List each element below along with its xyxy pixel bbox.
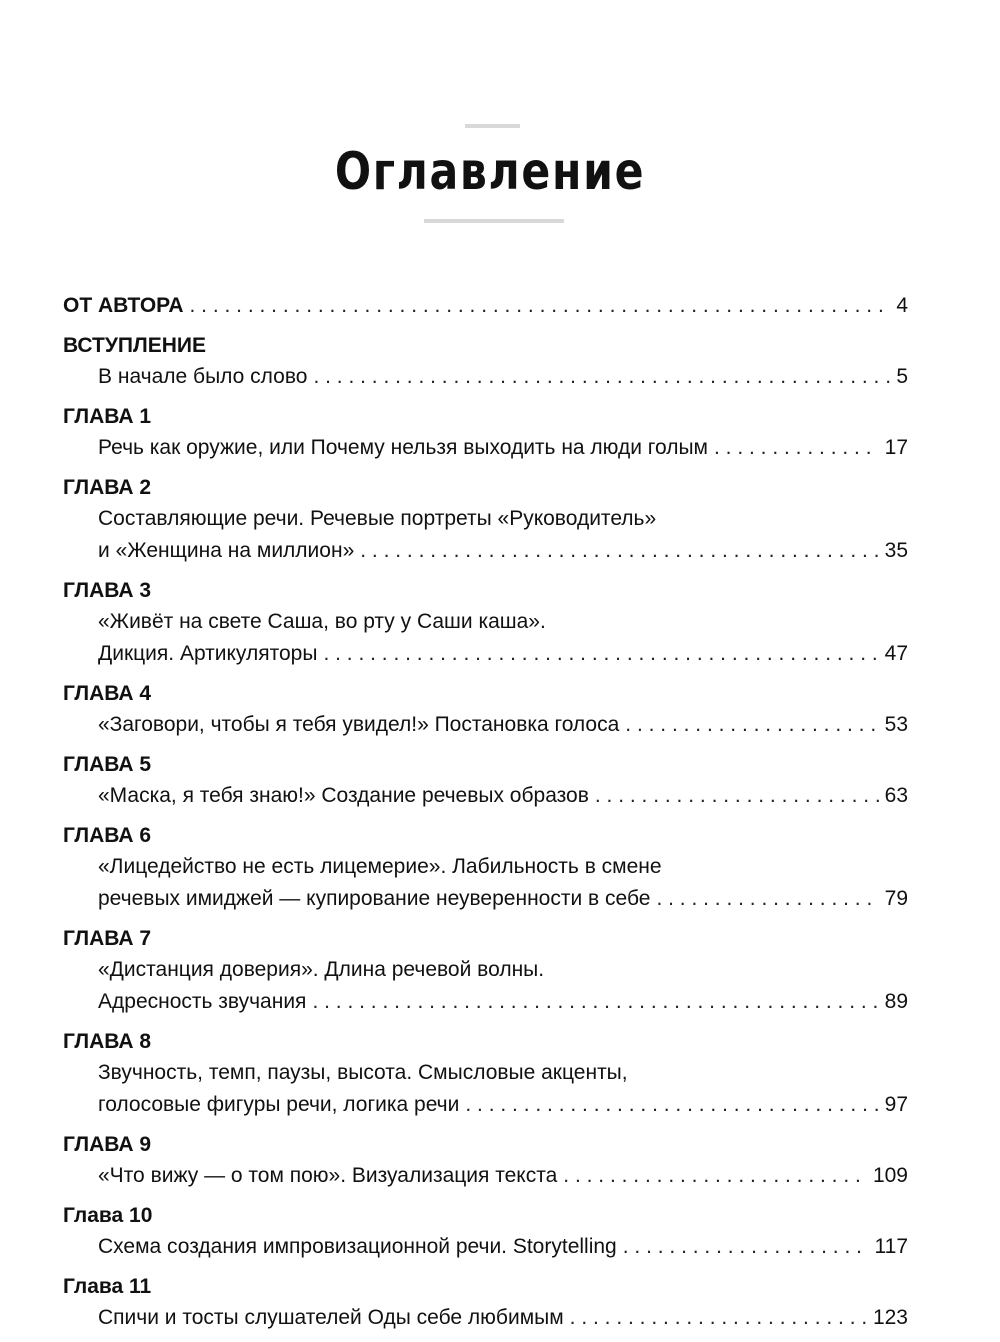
page-number: 17 [884, 436, 908, 459]
page-number: 4 [896, 294, 908, 317]
toc-entry-label: ОТ АВТОРА [63, 294, 184, 317]
toc-line [63, 1160, 908, 1192]
toc-line [63, 709, 908, 741]
section-heading: ВСТУПЛЕНИЕ [63, 334, 207, 357]
leader-dots [313, 361, 890, 393]
toc-entry-text: «Заговори, чтобы я тебя увидел!» Постановка голоса [98, 713, 620, 736]
table-of-contents [63, 290, 908, 1342]
toc-entry-text: «Лицедейство не есть лицемерие». Лабильность в смене [98, 855, 662, 878]
chapter-heading: ГЛАВА 6 [63, 824, 152, 847]
chapter-heading: ГЛАВА 4 [63, 682, 152, 705]
toc-entry-chapter-10 [63, 1200, 908, 1263]
page-number: 47 [884, 642, 908, 665]
toc-entry-chapter-11 [63, 1271, 908, 1334]
page-title: Оглавление [334, 142, 646, 202]
toc-line-first [63, 503, 908, 535]
chapter-heading: ГЛАВА 1 [63, 405, 152, 428]
leader-dots [625, 709, 878, 741]
toc-entry-text: Адресность звучания [98, 990, 307, 1013]
toc-line [63, 638, 908, 670]
page-number: 63 [884, 784, 908, 807]
page-number: 117 [874, 1235, 908, 1258]
toc-entry-chapter-2 [63, 472, 908, 567]
toc-line [63, 535, 908, 567]
leader-dots [656, 883, 878, 915]
toc-entry-text: Спичи и тосты слушателей Оды себе любимым [98, 1306, 564, 1329]
page-number: 97 [884, 1093, 908, 1116]
toc-entry-text: и «Женщина на миллион» [98, 539, 355, 562]
toc-entry-text: Составляющие речи. Речевые портреты «Руководитель» [98, 507, 657, 530]
page-number: 123 [872, 1306, 908, 1329]
page-number: 35 [884, 539, 908, 562]
toc-entry-text: Дикция. Артикуляторы [98, 642, 318, 665]
page-number: 89 [884, 990, 908, 1013]
toc-line [63, 883, 908, 915]
leader-dots [190, 290, 891, 322]
chapter-heading: Глава 10 [63, 1204, 153, 1227]
toc-line-first [63, 606, 908, 638]
toc-line [63, 1302, 908, 1334]
toc-entry-chapter-4 [63, 678, 908, 741]
chapter-heading: ГЛАВА 3 [63, 579, 152, 602]
chapter-heading: ГЛАВА 9 [63, 1133, 152, 1156]
toc-line-first [63, 954, 908, 986]
leader-dots [570, 1302, 867, 1334]
toc-entry-chapter-1 [63, 401, 908, 464]
toc-entry-text: «Дистанция доверия». Длина речевой волны. [98, 958, 545, 981]
toc-line-first [63, 851, 908, 883]
toc-entry-text: Звучность, темп, паузы, высота. Смысловые акценты, [98, 1061, 628, 1084]
toc-entry-chapter-7 [63, 923, 908, 1018]
leader-dots [360, 535, 878, 567]
leader-dots [714, 432, 879, 464]
chapter-heading: ГЛАВА 5 [63, 753, 152, 776]
toc-entry-text: «Что вижу — о том пою». Визуализация текста [98, 1164, 558, 1187]
page-number: 53 [884, 713, 908, 736]
toc-line [63, 1089, 908, 1121]
toc-line-first [63, 1057, 908, 1089]
chapter-heading: ГЛАВА 2 [63, 476, 152, 499]
toc-entry-text: «Живёт на свете Саша, во рту у Саши каша». [98, 610, 546, 633]
toc-entry-text: Схема создания импровизационной речи. Storytelling [98, 1235, 617, 1258]
toc-line [63, 290, 908, 322]
toc-entry-text: В начале было слово [98, 365, 308, 388]
toc-entry-chapter-6 [63, 820, 908, 915]
decorative-rule-top [465, 124, 520, 128]
chapter-heading: ГЛАВА 8 [63, 1030, 152, 1053]
toc-entry-chapter-5 [63, 749, 908, 812]
toc-entry-text: Речь как оружие, или Почему нельзя выходить на люди голым [98, 436, 708, 459]
toc-entry-chapter-9 [63, 1129, 908, 1192]
toc-entry-chapter-3 [63, 575, 908, 670]
page-number: 79 [884, 887, 908, 910]
page-number: 5 [896, 365, 908, 388]
leader-dots [312, 986, 878, 1018]
page-number: 109 [872, 1164, 908, 1187]
toc-line [63, 780, 908, 812]
leader-dots [563, 1160, 867, 1192]
toc-line [63, 986, 908, 1018]
toc-line [63, 1231, 908, 1263]
leader-dots [465, 1089, 878, 1121]
toc-line [63, 361, 908, 393]
toc-entry-author [63, 290, 908, 322]
leader-dots [623, 1231, 869, 1263]
chapter-heading: ГЛАВА 7 [63, 927, 152, 950]
toc-entry-text: «Маска, я тебя знаю!» Создание речевых образов [98, 784, 589, 807]
leader-dots [323, 638, 878, 670]
decorative-rule-bottom [424, 219, 564, 223]
toc-entry-text: речевых имиджей — купирование неуверенности в себе [98, 887, 651, 910]
toc-entry-intro [63, 330, 908, 393]
chapter-heading: Глава 11 [63, 1275, 152, 1298]
leader-dots [595, 780, 879, 812]
toc-entry-chapter-8 [63, 1026, 908, 1121]
toc-entry-text: голосовые фигуры речи, логика речи [98, 1093, 460, 1116]
toc-line [63, 432, 908, 464]
